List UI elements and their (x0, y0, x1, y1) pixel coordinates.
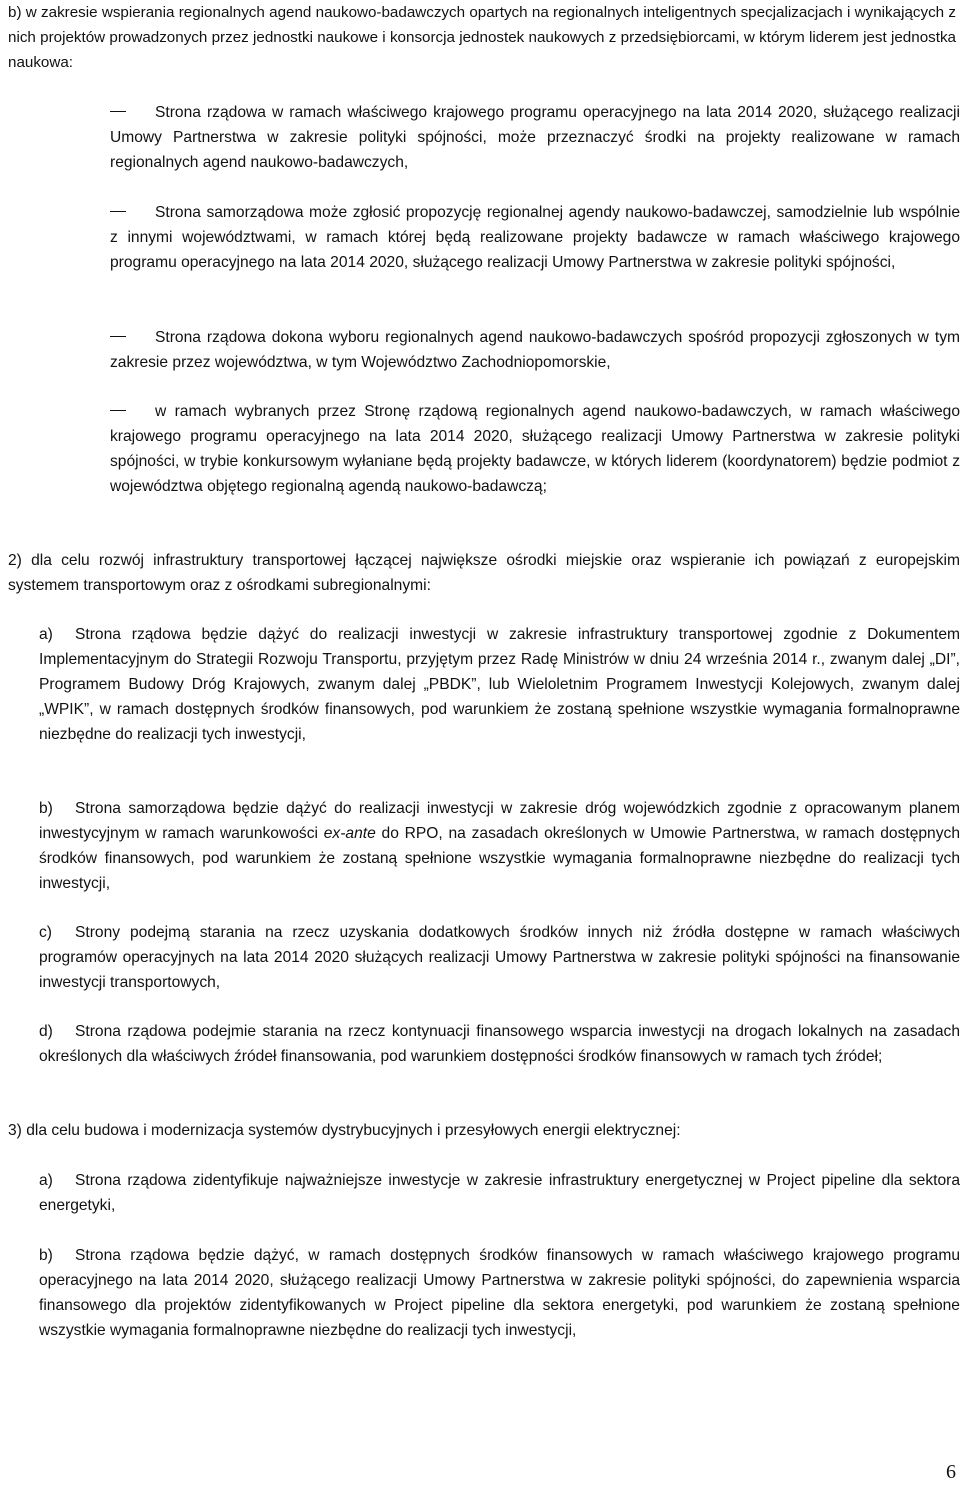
item-text: Strony podejmą starania na rzecz uzyskania dodatkowych środków innych niż źródła dostępne w ramach właściwych programów operacyjnych na lata 2014 2020 służących realizacji Umowy Partnerstwa w zakresie polityki spójności na finansowanie inwestycji transportowych, (39, 924, 960, 991)
dash-bullet-icon (110, 111, 126, 112)
item-label: a) (39, 626, 53, 643)
section-3-heading: 3) dla celu budowa i modernizacja systemów dystrybucyjnych i przesyłowych energii elektrycznej: (8, 1122, 681, 1139)
section-2-item-d (39, 1019, 960, 1069)
dash-item-text: Strona samorządowa może zgłosić propozycję regionalnej agendy naukowo-badawczej, samodzielnie lub wspólnie z innymi województwami, w ramach której będą realizowane projekty badawcze w ramach właściwego krajowego programu operacyjnego na lata 2014 2020, służącego realizacji Umowy Partnerstwa w zakresie polityki spójności, (110, 204, 960, 271)
dash-list-item (110, 325, 960, 375)
section-3-item-a (39, 1168, 960, 1218)
intro-paragraph: b) w zakresie wspierania regionalnych agend naukowo-badawczych opartych na regionalnych inteligentnych specjalizacjach i wynikających z nich projektów prowadzonych przez jednostki naukowe i konsorcja jednostek naukowych z przedsiębiorcami, w którym liderem jest jednostka naukowa: (8, 4, 956, 71)
dash-item-text: Strona rządowa dokona wyboru regionalnych agend naukowo-badawczych spośród propozycji zgłoszonych w tym zakresie przez województwa, w tym Województwo Zachodniopomorskie, (110, 329, 960, 371)
dash-bullet-icon (110, 211, 126, 212)
item-text-italic: ex-ante (323, 825, 376, 842)
section-2-heading: 2) dla celu rozwój infrastruktury transportowej łączącej największe ośrodki miejskie oraz wspieranie ich powiązań z europejskim systemem transportowym oraz z ośrodkami subregionalnymi: (8, 552, 960, 594)
item-text: Strona rządowa zidentyfikuje najważniejsze inwestycje w zakresie infrastruktury energetycznej w Project pipeline dla sektora energetyki, (39, 1172, 960, 1214)
item-text: do RPO, na zasadach określonych w Umowie Partnerstwa, w ramach dostępnych środków finansowych, pod warunkiem że zostaną spełnione wszystkie wymagania formalnoprawne niezbędne do realizacji tych inwestycji, (39, 825, 960, 892)
item-label: b) (39, 800, 53, 817)
item-text: Strona samorządowa będzie dążyć do realizacji inwestycji w zakresie dróg wojewódzkich zgodnie z opracowanym planem inwestycyjnym w ramach warunkowości (39, 800, 960, 842)
dash-bullet-icon (110, 336, 126, 337)
section-2-item-c (39, 920, 960, 995)
dash-list-item (110, 200, 960, 275)
dash-list-item (110, 399, 960, 499)
item-text: Strona rządowa będzie dążyć do realizacji inwestycji w zakresie infrastruktury transportowej zgodnie z Dokumentem Implementacyjnym do Strategii Rozwoju Transportu, przyjętym przez Radę Ministrów w dniu 24 września 2014 r., zwanym dalej „DI”, Programem Budowy Dróg Krajowych, zwanym dalej „PBDK”, lub Wieloletnim Programem Inwestycji Kolejowych, zwanym dalej „WPIK”, w ramach dostępnych środków finansowych, pod warunkiem że zostaną spełnione wszystkie wymagania formalnoprawne niezbędne do realizacji tych inwestycji, (39, 626, 960, 743)
section-2-item-a (39, 622, 960, 747)
item-text: Strona rządowa podejmie starania na rzecz kontynuacji finansowego wsparcia inwestycji na drogach lokalnych na zasadach określonych dla właściwych źródeł finansowania, pod warunkiem dostępności środków finansowych w ramach tych źródeł; (39, 1023, 960, 1065)
dash-bullet-icon (110, 410, 126, 411)
section-2-item-b (39, 796, 960, 896)
item-label: d) (39, 1023, 53, 1040)
item-label: a) (39, 1172, 53, 1189)
dash-item-text: w ramach wybranych przez Stronę rządową regionalnych agend naukowo-badawczych, w ramach właściwego krajowego programu operacyjnego na lata 2014 2020, służącego realizacji Umowy Partnerstwa w zakresie polityki spójności, w trybie konkursowym wyłaniane będą projekty badawcze, w których liderem (koordynatorem) będzie podmiot z województwa objętego regionalną agendą naukowo-badawczą; (110, 403, 960, 495)
section-3-item-b (39, 1243, 960, 1343)
page-number: 6 (946, 1461, 956, 1483)
item-label: c) (39, 924, 52, 941)
dash-list-item (110, 100, 960, 175)
dash-item-text: Strona rządowa w ramach właściwego krajowego programu operacyjnego na lata 2014 2020, służącego realizacji Umowy Partnerstwa w zakresie polityki spójności, może przeznaczyć środki na projekty realizowane w ramach regionalnych agend naukowo-badawczych, (110, 104, 960, 171)
item-text: Strona rządowa będzie dążyć, w ramach dostępnych środków finansowych w ramach właściwego krajowego programu operacyjnego na lata 2014 2020, służącego realizacji Umowy Partnerstwa w zakresie polityki spójności, do zapewnienia wsparcia finansowego dla projektów zidentyfikowanych w Project pipeline dla sektora energetyki, pod warunkiem że zostaną spełnione wszystkie wymagania formalnoprawne niezbędne do realizacji tych inwestycji, (39, 1247, 960, 1339)
item-label: b) (39, 1247, 53, 1264)
